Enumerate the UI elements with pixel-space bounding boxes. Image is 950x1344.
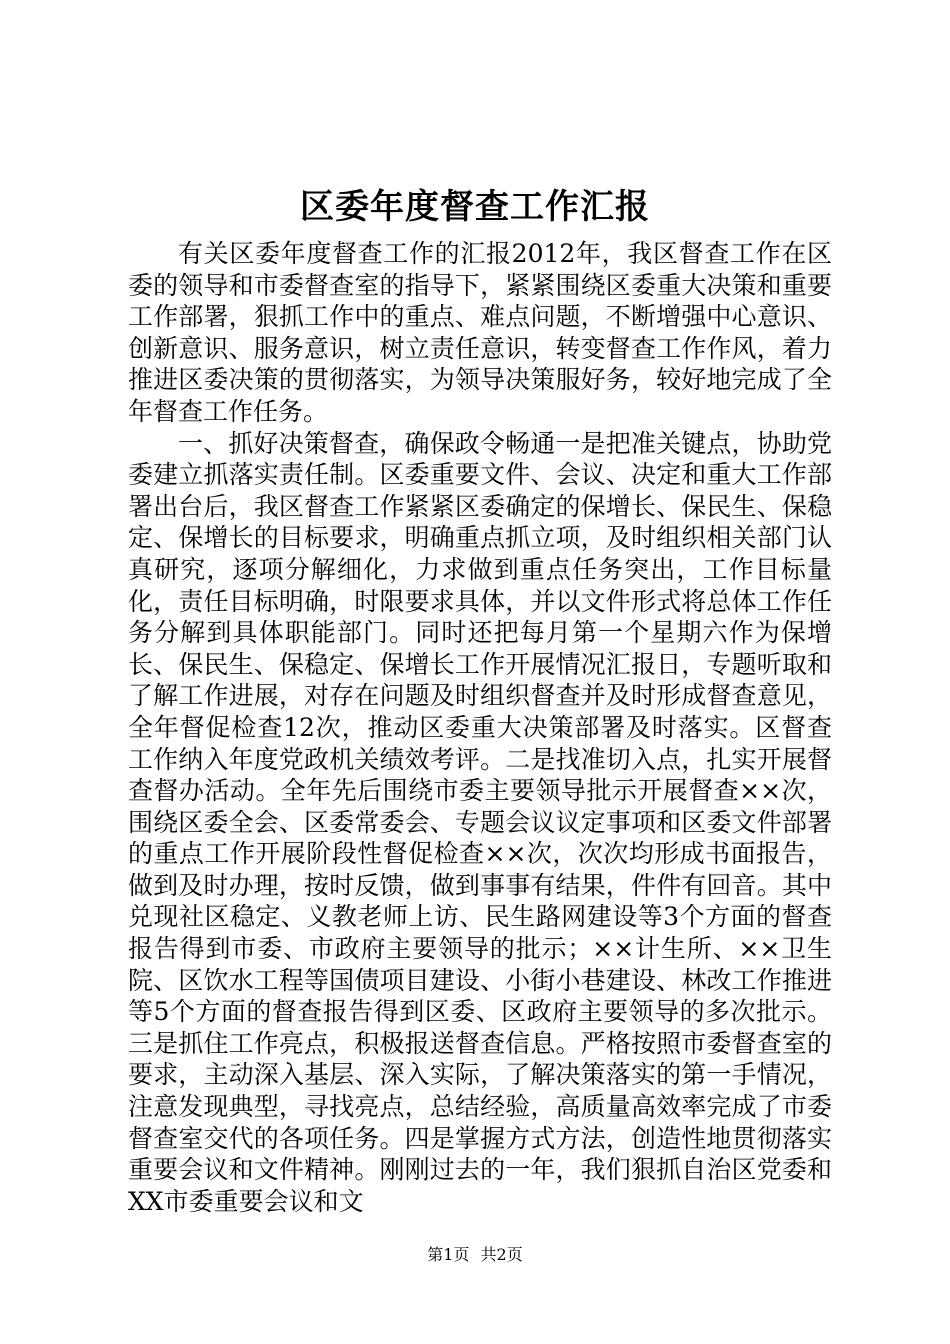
paragraph-section-one: 一、抓好决策督查，确保政令畅通一是把准关键点，协助党委建立抓落实责任制。区委重要文件、会议、决定和重大工作部署出台后，我区督查工作紧紧区委确定的保增长、保民生、保稳定、保增长的目标要求，明确重点抓立项，及时组织相关部门认真研究，逐项分解细化，力求做到重点任务突出，工作目标量化，责任目标明确，时限要求具体，并以文件形式将总体工作任务分解到具体职能部门。同时还把每月第一个星期六作为保增长、保民生、保稳定、保增长工作开展情况汇报日，专题听取和了解工作进展，对存在问题及时组织督查并及时形成督查意见，全年督促检查12次，推动区委重大决策部署及时落实。区督查工作纳入年度党政机关绩效考评。二是找准切入点，扎实开展督查督办活动。全年先后围绕市委主要领导批示开展督查××次，围绕区委全会、区委常委会、专题会议议定事项和区委文件部署的重点工作开展阶段性督促检查××次，次次均形成书面报告，做到及时办理，按时反馈，做到事事有结果，件件有回音。其中兑现社区稳定、义教老师上访、民生路网建设等3个方面的督查报告得到市委、市政府主要领导的批示；××计生所、××卫生院、区饮水工程等国债项目建设、小街小巷建设、林改工作推进等5个方面的督查报告得到区委、区政府主要领导的多次批示。三是抓住工作亮点，积极报送督查信息。严格按照市委督查室的要求，主动深入基层、深入实际，了解决策落实的第一手情况，注意发现典型，寻找亮点，总结经验，高质量高效率完成了市委督查室交代的各项任务。四是掌握方式方法，创造性地贯彻落实重要会议和文件精神。刚刚过去的一年，我们狠抓自治区党委和XX市委重要会议和文 bbox=[128, 428, 832, 1216]
page-number: 第1页 bbox=[427, 1245, 470, 1264]
page-total: 共2页 bbox=[480, 1245, 523, 1264]
document-body bbox=[128, 238, 832, 1217]
paragraph-intro: 有关区委年度督查工作的汇报2012年，我区督查工作在区委的领导和市委督查室的指导下，紧紧围绕区委重大决策和重要工作部署，狠抓工作中的重点、难点问题，不断增强中心意识、创新意识、服务意识，树立责任意识，转变督查工作作风，着力推进区委决策的贯彻落实，为领导决策服好务，较好地完成了全年督查工作任务。 bbox=[128, 239, 832, 426]
document-title: 区委年度督查工作汇报 bbox=[300, 187, 650, 227]
page-footer bbox=[0, 1244, 950, 1266]
